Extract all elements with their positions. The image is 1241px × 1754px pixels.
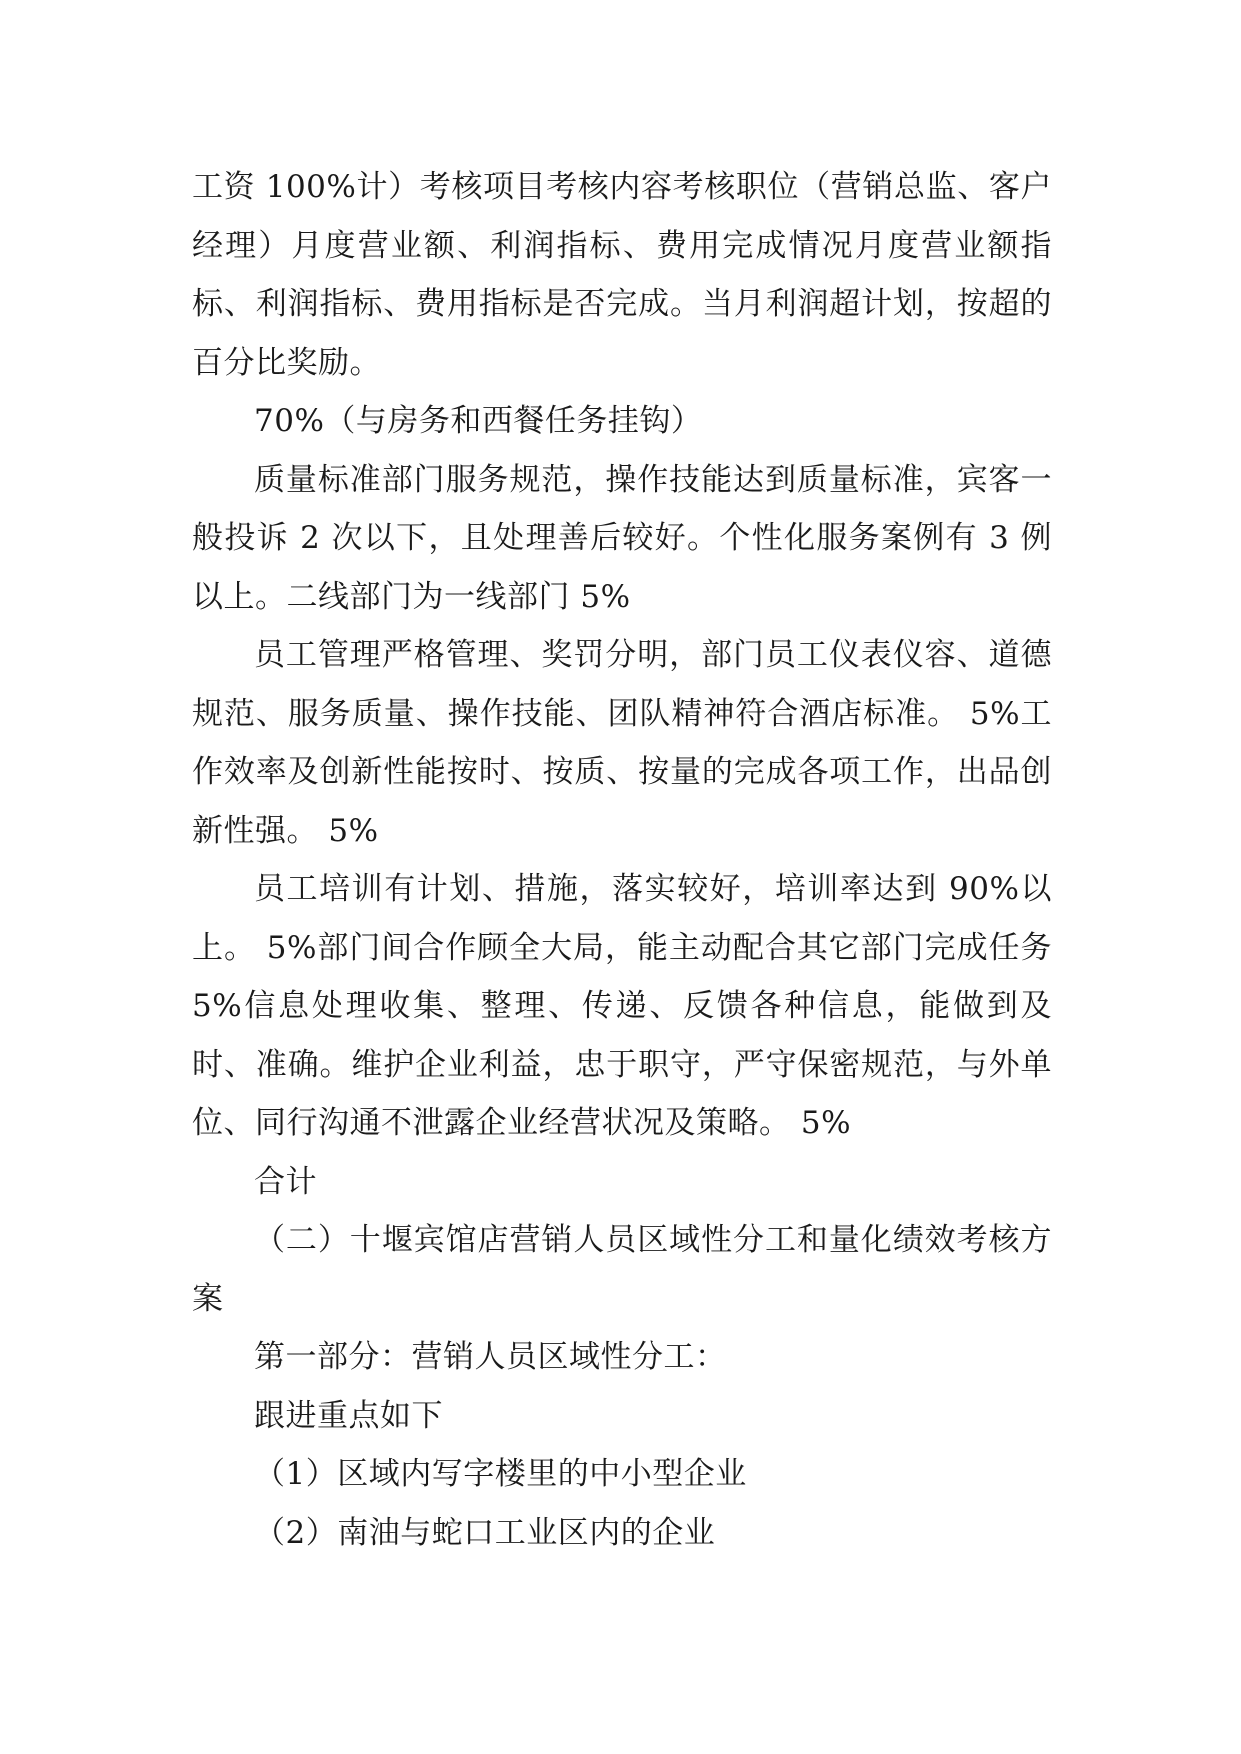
paragraph-total: 合计	[254, 1163, 317, 1200]
paragraph-quality-standard: 质量标准部门服务规范，操作技能达到质量标准，宾客一般投诉 2 次以下，且处理善后较好。个性化服务案例有 3 例以上。二线部门为一线部门 5%	[192, 461, 1052, 615]
document-body	[192, 158, 1052, 1562]
list-item-2: （2）南油与蛇口工业区内的企业	[254, 1514, 716, 1551]
list-item-1: （1）区域内写字楼里的中小型企业	[254, 1456, 747, 1492]
paragraph-task-weight: 70%（与房务和西餐任务挂钩）	[254, 403, 703, 439]
paragraph-staff-training: 员工培训有计划、措施，落实较好，培训率达到 90%以上。 5%部门间合作顾全大局，能主动配合其它部门完成任务 5%信息处理收集、整理、传递、反馈各种信息，能做到及时、准确。维护企业利益，忠于职守，严守保密规范，与外单位、同行沟通不泄露企业经营状况及策略。 5%	[192, 871, 1052, 1141]
paragraph-staff-management: 员工管理严格管理、奖罚分明，部门员工仪表仪容、道德规范、服务质量、操作技能、团队精神符合酒店标准。 5%工作效率及创新性能按时、按质、按量的完成各项工作，出品创新性强。 5%	[192, 637, 1052, 849]
follow-up-intro: 跟进重点如下	[254, 1397, 443, 1434]
paragraph-salary-assessment: 工资 100%计）考核项目考核内容考核职位（营销总监、客户经理）月度营业额、利润指标、费用完成情况月度营业额指标、利润指标、费用指标是否完成。当月利润超计划，按超的百分比奖励。	[192, 169, 1052, 381]
section-heading-sales-plan: （二）十堰宾馆店营销人员区域性分工和量化绩效考核方案	[192, 1222, 1052, 1317]
part-one-heading: 第一部分：营销人员区域性分工：	[254, 1339, 727, 1375]
